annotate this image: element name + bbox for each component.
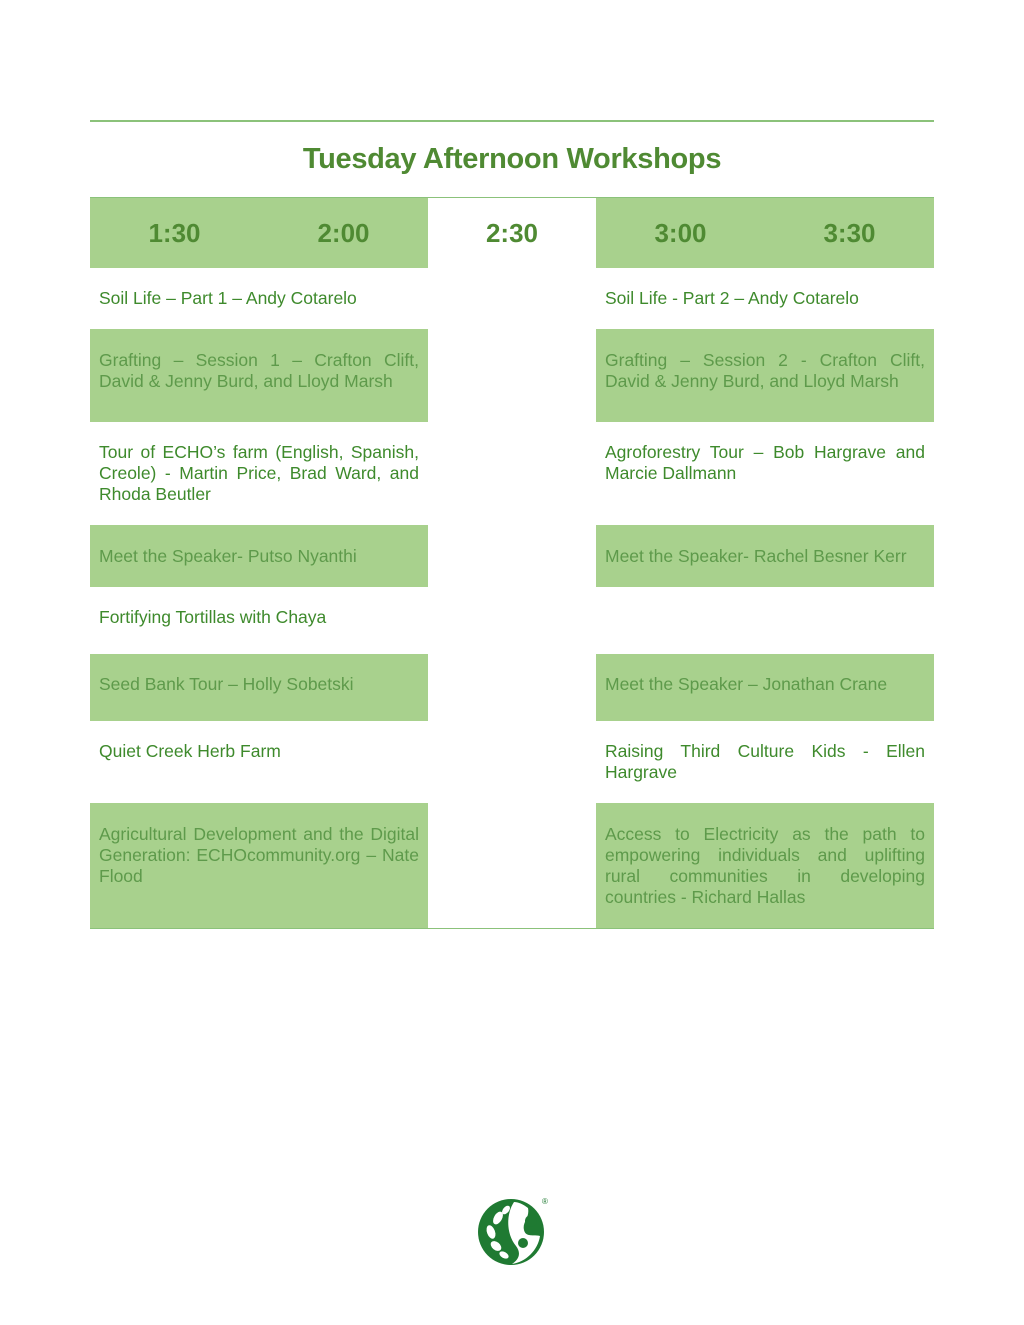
- workshop-right: Meet the Speaker- Rachel Besner Kerr: [605, 546, 907, 566]
- workshop-left: Soil Life – Part 1 – Andy Cotarelo: [99, 288, 357, 308]
- workshop-right: Grafting – Session 2 - Crafton Clift, David & Jenny Burd, and Lloyd Marsh: [605, 350, 925, 391]
- workshop-left: Fortifying Tortillas with Chaya: [99, 607, 327, 627]
- workshop-row: [90, 329, 934, 422]
- workshop-left: Tour of ECHO’s farm (English, Spanish, Creole) - Martin Price, Brad Ward, and Rhoda Beutler: [99, 442, 419, 504]
- schedule-table: [90, 197, 934, 929]
- workshop-right: Soil Life - Part 2 – Andy Cotarelo: [605, 288, 859, 308]
- time-label: 3:00: [654, 217, 707, 248]
- workshop-row: [90, 525, 934, 587]
- registered-mark: ®: [542, 1197, 548, 1206]
- time-header-left: [90, 198, 428, 269]
- workshop-row: [90, 654, 934, 721]
- workshop-row: [90, 803, 934, 928]
- workshop-left: Meet the Speaker- Putso Nyanthi: [99, 546, 357, 566]
- time-label: 1:30: [148, 217, 201, 248]
- time-label: 2:30: [485, 217, 539, 248]
- workshop-row: [90, 422, 934, 525]
- workshop-schedule: [90, 120, 934, 929]
- time-header-row: [90, 198, 934, 269]
- workshop-right: [596, 587, 934, 615]
- workshop-right: Raising Third Culture Kids - Ellen Hargrave: [605, 741, 925, 782]
- workshop-left: Grafting – Session 1 – Crafton Clift, David & Jenny Burd, and Lloyd Marsh: [99, 350, 419, 391]
- time-label: 3:30: [823, 217, 876, 248]
- time-header-right: [596, 198, 934, 269]
- workshop-right: Access to Electricity as the path to empowering individuals and uplifting rural communities in developing countries - Richard Hallas: [605, 824, 925, 907]
- workshop-row: [90, 268, 934, 329]
- workshop-row: [90, 587, 934, 654]
- echo-logo-icon: [476, 1194, 550, 1268]
- time-label: 2:00: [317, 217, 370, 248]
- workshop-right: Agroforestry Tour – Bob Hargrave and Marcie Dallmann: [605, 442, 925, 483]
- workshop-right: Meet the Speaker – Jonathan Crane: [605, 674, 888, 694]
- workshop-left: Quiet Creek Herb Farm: [99, 741, 281, 761]
- time-header-mid: [428, 198, 596, 269]
- workshop-left: Agricultural Development and the Digital Generation: ECHOcommunity.org – Nate Flood: [99, 824, 419, 886]
- page-title: Tuesday Afternoon Workshops: [302, 143, 722, 175]
- workshop-left: Seed Bank Tour – Holly Sobetski: [99, 674, 354, 694]
- workshop-row: [90, 721, 934, 803]
